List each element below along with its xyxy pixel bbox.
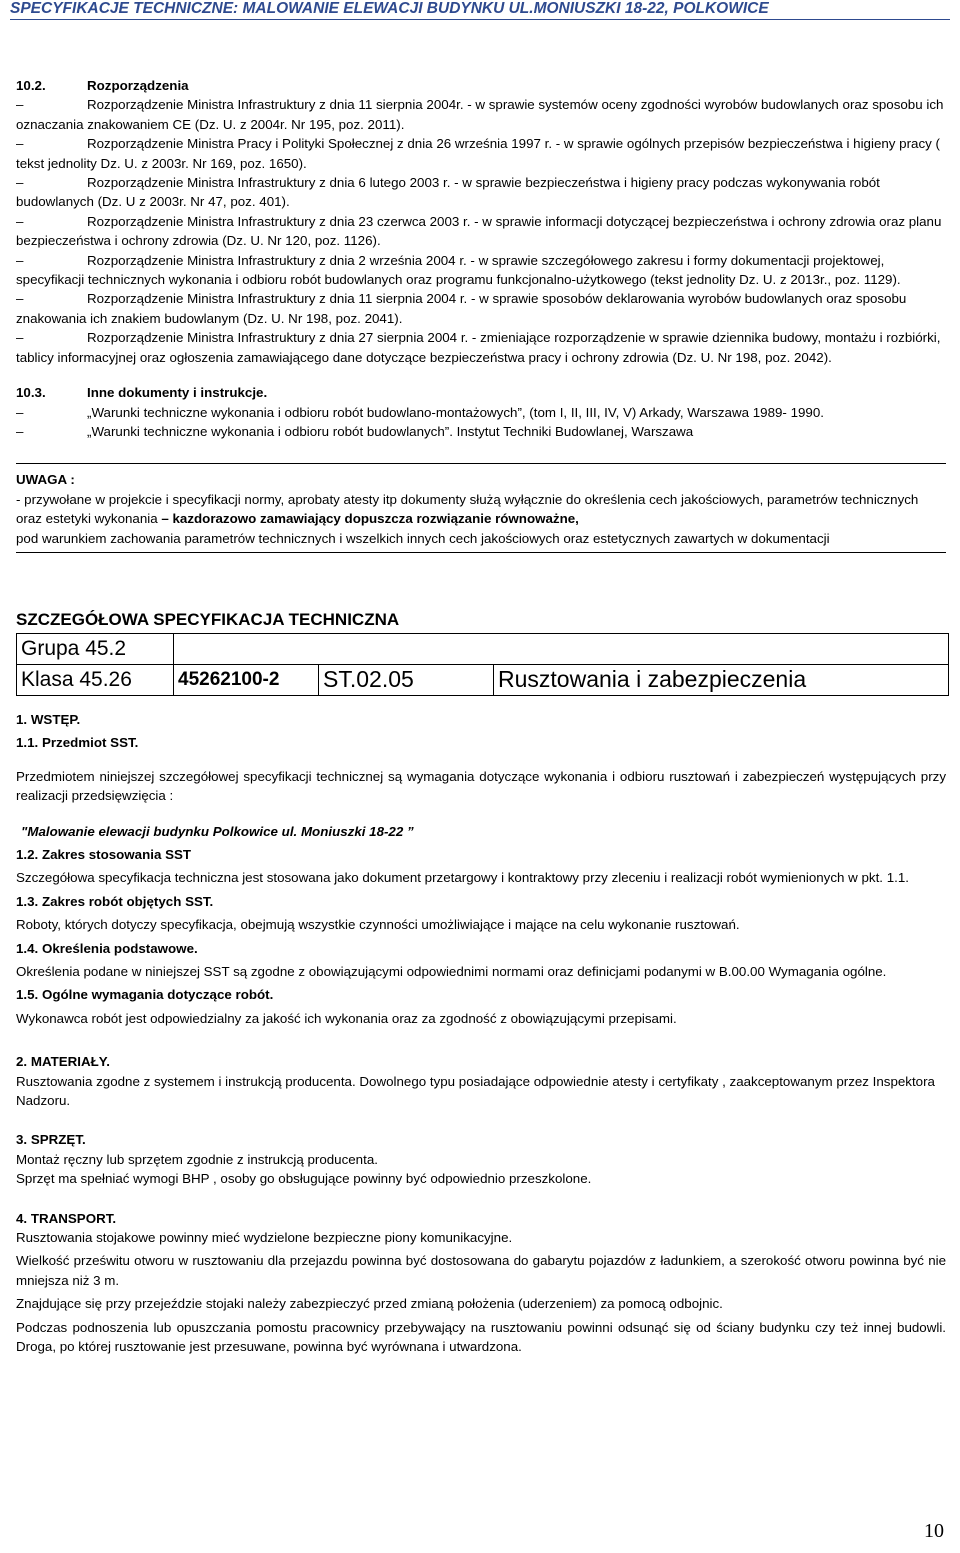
paragraph: Znajdujące się przy przejeździe stojaki należy zabezpieczyć przed zmianą położenia (uderzeniem) za pomocą odbojnic.	[16, 1296, 723, 1312]
list-item: –Rozporządzenie Ministra Infrastruktury z dnia 6 lutego 2003 r. - w sprawie bezpieczeństwa i higieny pracy podczas wykonywania robót budowlanych (Dz. U z 2003r. Nr 47, poz. 401).	[16, 173, 946, 212]
list-item: –Rozporządzenie Ministra Pracy i Polityki Społecznej z dnia 26 września 1997 r. - w sprawie ogólnych przepisów bezpieczeństwa i higieny pracy ( tekst jednolity Dz. U. z 2003r. Nr 169, poz. 1650).	[16, 134, 946, 173]
paragraph: Wielkość prześwitu otworu w rusztowaniu dla przejazdu powinna być dostosowana do gabarytu pojazdów z ładunkiem, a szerokość otworu powinna być nie mniejsza niż 3 m.	[16, 1253, 946, 1288]
heading-2: 2. MATERIAŁY.	[16, 1054, 110, 1070]
st-code-cell: ST.02.05	[319, 664, 494, 695]
dash-bullet	[16, 134, 87, 153]
paragraph: Montaż ręczny lub sprzętem zgodnie z instrukcją producenta.	[16, 1151, 378, 1167]
dash-bullet	[16, 422, 87, 441]
paragraph: Przedmiotem niniejszej szczegółowej specyfikacji technicznej są wymagania dotyczące wykonania i odbioru rusztowań i zabezpieczeń występujących przy realizacji przedsięwzięcia :	[16, 768, 946, 804]
paragraph: Rusztowania zgodne z systemem i instrukcją producenta. Dowolnego typu posiadające odpowiednie atesty i certyfikaty , zaakceptowanym przez Inspektora Nadzoru.	[16, 1073, 935, 1109]
paragraph: Sprzęt ma spełniać wymogi BHP , osoby go obsługujące powinny być odpowiednio przeszkolone.	[16, 1171, 592, 1187]
dash-bullet	[16, 328, 87, 347]
paragraph: Określenia podane w niniejszej SST są zgodne z obowiązującymi odpowiednimi normami oraz definicjami podanymi w B.00.00 Wymagania ogólne.	[16, 964, 887, 979]
note-text-continued: pod warunkiem zachowania parametrów technicznych i wszelkich innych cech jakościowych oraz estetycznych zawartych w dokumentacji	[16, 530, 830, 546]
heading-3: 3. SPRZĘT.	[16, 1132, 86, 1148]
heading-1-5: 1.5. Ogólne wymagania dotyczące robót.	[16, 987, 274, 1003]
list-item: –Rozporządzenie Ministra Infrastruktury z dnia 2 września 2004 r. - w sprawie szczegółowego zakresu i formy dokumentacji projektowej, specyfikacji technicznych wykonania i odbioru robót budowlanych oraz programu funkcjonalno-użytkowego (tekst jednolity Dz. U. z 2013r., poz. 1129).	[16, 251, 946, 290]
spec-title: SZCZEGÓŁOWA SPECYFIKACJA TECHNICZNA	[16, 609, 400, 629]
section-10-3-heading	[16, 383, 946, 402]
dash-bullet	[16, 173, 87, 192]
list-item: –„Warunki techniczne wykonania i odbioru robót budowlano-montażowych”, (tom I, II, III, IV, V) Arkady, Warszawa 1989- 1990.	[16, 403, 946, 422]
dash-bullet	[16, 251, 87, 270]
header-divider	[10, 19, 950, 20]
note-text: - przywołane w projekcie i specyfikacji normy, aprobaty atesty itp dokumenty służą wyłącznie do określenia cech jakościowych, parametrów technicznych oraz estetyki wykonania – kazdorazowo zamawiający dopuszcza rozwiązanie równoważne,	[16, 491, 919, 527]
note-box	[16, 463, 946, 553]
list-item: –Rozporządzenie Ministra Infrastruktury z dnia 27 sierpnia 2004 r. - zmieniające rozporządzenie w sprawie dziennika budowy, montażu i rozbiórki, tablicy informacyjnej oraz ogłoszenia zamawiającego dane dotyczące bezpieczeństwa pracy i ochrony zdrowia (Dz. U. Nr 198, poz. 2042).	[16, 328, 946, 367]
note-title: UWAGA :	[16, 472, 75, 488]
spec-classification-table	[16, 633, 949, 696]
group-cell: Grupa 45.2	[17, 633, 174, 664]
list-item: –„Warunki techniczne wykonania i odbioru robót budowlanych”. Instytut Techniki Budowlanej, Warszawa	[16, 422, 946, 441]
section-title: Rozporządzenia	[87, 78, 189, 93]
paragraph: Roboty, których dotyczy specyfikacja, obejmują wszystkie czynności umożliwiające i mające na celu wykonanie rusztowań.	[16, 917, 740, 933]
section-number: 10.2.	[16, 78, 46, 93]
heading-1: 1. WSTĘP.	[16, 711, 81, 727]
class-cell: Klasa 45.26	[17, 664, 174, 695]
cpv-code-cell: 45262100-2	[174, 664, 319, 695]
dash-bullet	[16, 95, 87, 114]
heading-1-3: 1.3. Zakres robót objętych SST.	[16, 893, 214, 909]
dash-bullet	[16, 289, 87, 308]
paragraph: Wykonawca robót jest odpowiedzialny za jakość ich wykonania oraz za zgodność z obowiązującymi przepisami.	[16, 1010, 677, 1026]
heading-1-2: 1.2. Zakres stosowania SST	[16, 846, 192, 862]
heading-1-4: 1.4. Określenia podstawowe.	[16, 940, 198, 956]
dash-bullet	[16, 212, 87, 231]
list-item: –Rozporządzenie Ministra Infrastruktury z dnia 11 sierpnia 2004 r. - w sprawie sposobów deklarowania wyrobów budowlanych oraz sposobu znakowania ich znakiem budowlanym (Dz. U. Nr 198, poz. 2041).	[16, 289, 946, 328]
list-item: –Rozporządzenie Ministra Infrastruktury z dnia 23 czerwca 2003 r. - w sprawie informacji dotyczącej bezpieczeństwa i ochrony zdrowia oraz planu bezpieczeństwa i ochrony zdrowia (Dz. U. Nr 120, poz. 1126).	[16, 212, 946, 251]
dash-bullet	[16, 403, 87, 422]
heading-1-1: 1.1. Przedmiot SST.	[16, 735, 139, 751]
document-body	[16, 76, 946, 1357]
empty-cell	[174, 633, 949, 664]
note-emphasis: – kazdorazowo zamawiający dopuszcza rozwiązanie równoważne,	[161, 511, 579, 527]
page-number: 10	[924, 1520, 944, 1542]
section-number: 10.3.	[16, 385, 46, 401]
paragraph: Szczegółowa specyfikacja techniczna jest stosowana jako dokument przetargowy i kontraktowy przy zleceniu i realizacji robót wymienionych w pkt. 1.1.	[16, 870, 909, 886]
paragraph: Rusztowania stojakowe powinny mieć wydzielone bezpieczne piony komunikacyjne.	[16, 1230, 513, 1246]
section-title: Inne dokumenty i instrukcje.	[87, 385, 268, 401]
heading-4: 4. TRANSPORT.	[16, 1210, 117, 1226]
list-item: –Rozporządzenie Ministra Infrastruktury z dnia 11 sierpnia 2004r. - w sprawie systemów oceny zgodności wyrobów budowlanych oraz sposobu ich oznaczania znakowaniem CE (Dz. U. z 2004r. Nr 195, poz. 2011).	[16, 95, 946, 134]
section-10-2-heading	[16, 76, 946, 95]
page-header: SPECYFIKACJE TECHNICZNE: MALOWANIE ELEWACJI BUDYNKU UL.MONIUSZKI 18-22, POLKOWICE	[10, 0, 769, 17]
spec-name-cell: Rusztowania i zabezpieczenia	[494, 664, 949, 695]
project-quote: "Malowanie elewacji budynku Polkowice ul. Moniuszki 18-22 ”	[21, 823, 414, 839]
paragraph: Podczas podnoszenia lub opuszczania pomostu pracownicy przebywający na rusztowaniu powinni odsunąć się od ściany budynku czy też innej budowli. Droga, po której rusztowanie jest przesuwane, powinna być wyrównana i utwardzona.	[16, 1319, 946, 1355]
